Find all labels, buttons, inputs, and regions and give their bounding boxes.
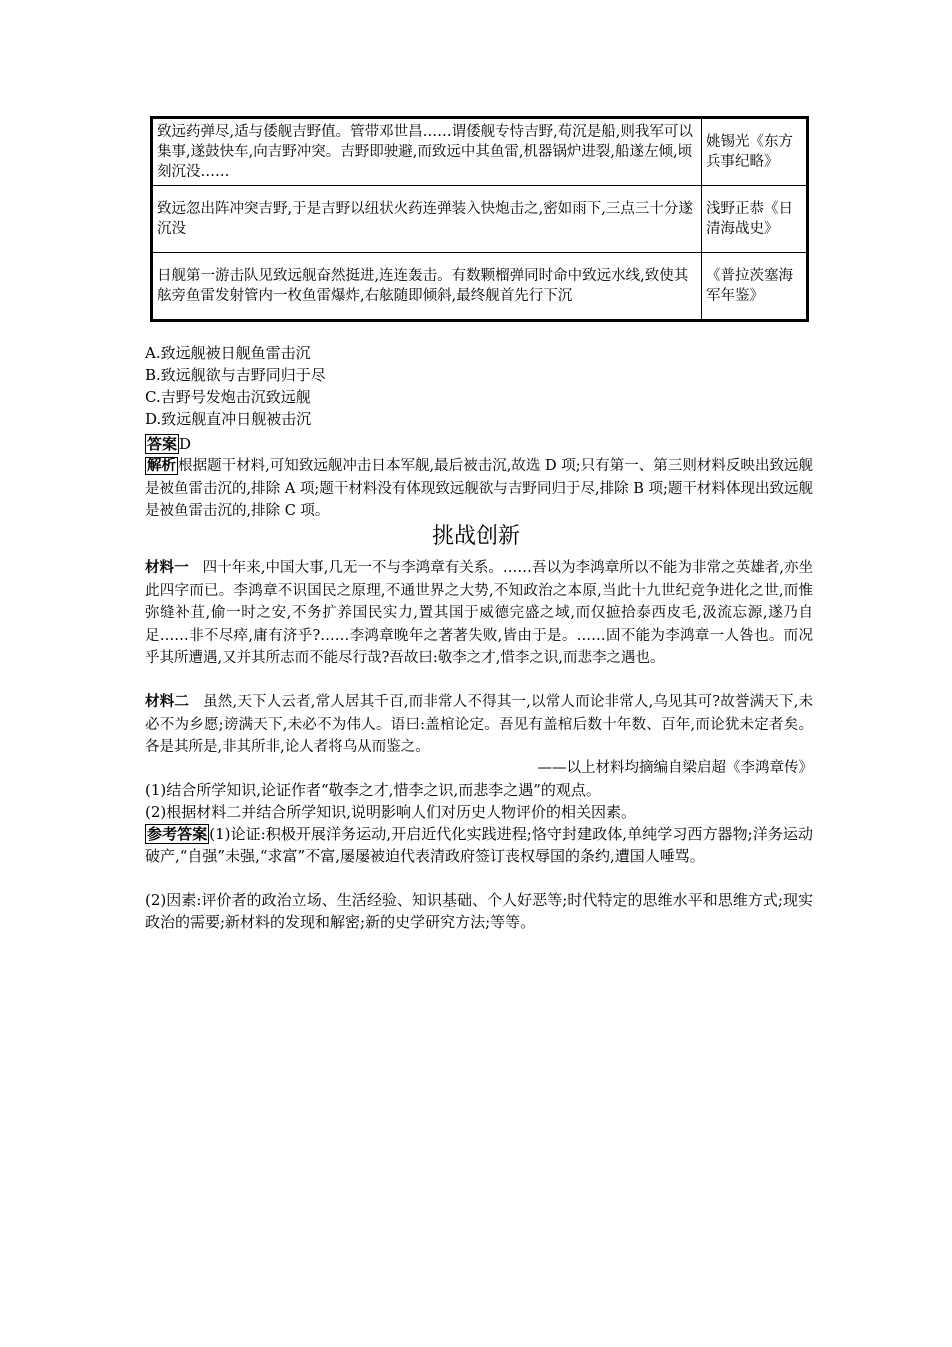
section-title: 挑战创新 xyxy=(431,524,520,549)
table-cell-citation: 浅野正恭《日清海战史》 xyxy=(702,186,808,253)
table-cell-text: 致远药弹尽,适与倭舰吉野值。管带邓世昌……谓倭舰专恃吉野,苟沉是船,则我军可以集事,遂鼓快车,向吉野冲突。吉野即驶避,而致远中其鱼雷,机器锅炉进裂,船遂左倾,顷刻沉没…… xyxy=(152,118,702,186)
material-one-text: 四十年来,中国大事,几无一不与李鸿章有关系。……吾以为李鸿章所以不能为非常之英雄者,亦坐此四字而已。李鸿章不识国民之原理,不通世界之大势,不知政治之本原,当此十九世纪竞争进化之世,而惟弥缝补苴,偷一时之安,不务扩养国民实力,置其国于威德完盛之域,而仅摭拾泰西皮毛,汲流忘源,遂乃自足……非不尽瘁,庸有济乎?……李鸿章晚年之著著失败,皆由于是。……固不能为李鸿章一人咎也。而况乎其所遭遇,又并其所志而不能尽行哉?吾故曰:敬李之才,惜李之识,而悲李之遇也。 xyxy=(145,560,814,666)
table-row xyxy=(152,253,808,321)
answer-options xyxy=(145,342,326,430)
analysis-paragraph xyxy=(145,455,813,523)
option-a: A.致远舰被日舰鱼雷击沉 xyxy=(145,344,311,362)
option-b: B.致远舰欲与吉野同归于尽 xyxy=(145,366,326,384)
material-two-label: 材料二 xyxy=(145,694,190,710)
option-c: C.吉野号发炮击沉致远舰 xyxy=(145,388,311,406)
table-cell-citation: 姚锡光《东方兵事纪略》 xyxy=(702,118,808,186)
table-cell-citation: 《普拉茨塞海军年鉴》 xyxy=(702,253,808,321)
material-source: ——以上材料均摘编自梁启超《李鸿章传》 xyxy=(537,760,813,776)
table-row xyxy=(152,186,808,253)
material-one xyxy=(145,557,813,670)
reference-answer-1-text: (1)论证:积极开展洋务运动,开启近代化实践进程;恪守封建政体,单纯学习西方器物;洋务运动破产,“自强”未强,“求富”不富,屡屡被迫代表清政府签订丧权辱国的条约,遭国人唾骂。 xyxy=(145,825,813,865)
reference-label: 参考答案 xyxy=(147,825,208,843)
option-d: D.致远舰直冲日舰被击沉 xyxy=(145,410,312,428)
reference-answer-2: (2)因素:评价者的政治立场、生活经验、知识基础、个人好恶等;时代特定的思维水平和思维方式;现实政治的需要;新材料的发现和解密;新的史学研究方法;等等。 xyxy=(145,891,813,931)
table-cell-text: 致远忽出阵冲突吉野,于是吉野以纽状火药连弹装入快炮击之,密如雨下,三点三十分遂沉没 xyxy=(152,186,702,253)
table-cell-text: 日舰第一游击队见致远舰奋然挺进,连连轰击。有数颗榴弹同时命中致远水线,致使其舷旁鱼雷发射管内一枚鱼雷爆炸,右舷随即倾斜,最终舰首先行下沉 xyxy=(152,253,702,321)
analysis-label: 解析 xyxy=(147,458,177,474)
answer-line xyxy=(145,433,191,455)
analysis-text: 根据题干材料,可知致远舰冲击日本军舰,最后被击沉,故选 D 项;只有第一、第三则材料反映出致远舰是被鱼雷击沉的,排除 A 项;题干材料没有体现致远舰欲与吉野同归于尽,排除 B 项;题干材料体现出致远舰是被鱼雷击沉的,排除 C 项。 xyxy=(145,458,813,519)
question-2: (2)根据材料二并结合所学知识,说明影响人们对历史人物评价的相关因素。 xyxy=(145,803,637,821)
reference-answer-1 xyxy=(145,823,813,867)
material-two xyxy=(145,691,813,759)
table-row xyxy=(152,118,808,186)
material-one-label: 材料一 xyxy=(145,560,189,576)
answer-value: D xyxy=(179,435,192,453)
material-two-text: 虽然,天下人云者,常人居其千百,而非常人不得其一,以常人而论非常人,乌见其可?故誉满天下,未必不为乡愿;谤满天下,未必不为伟人。语曰:盖棺论定。吾见有盖棺后数十年数、百年,而论犹未定者矣。各是其所是,非其所非,论人者将乌从而鉴之。 xyxy=(145,694,813,755)
question-1: (1)结合所学知识,论证作者“敬李之才,惜李之识,而悲李之遇”的观点。 xyxy=(145,781,601,799)
source-table xyxy=(150,116,809,322)
answer-label: 答案 xyxy=(147,435,178,453)
